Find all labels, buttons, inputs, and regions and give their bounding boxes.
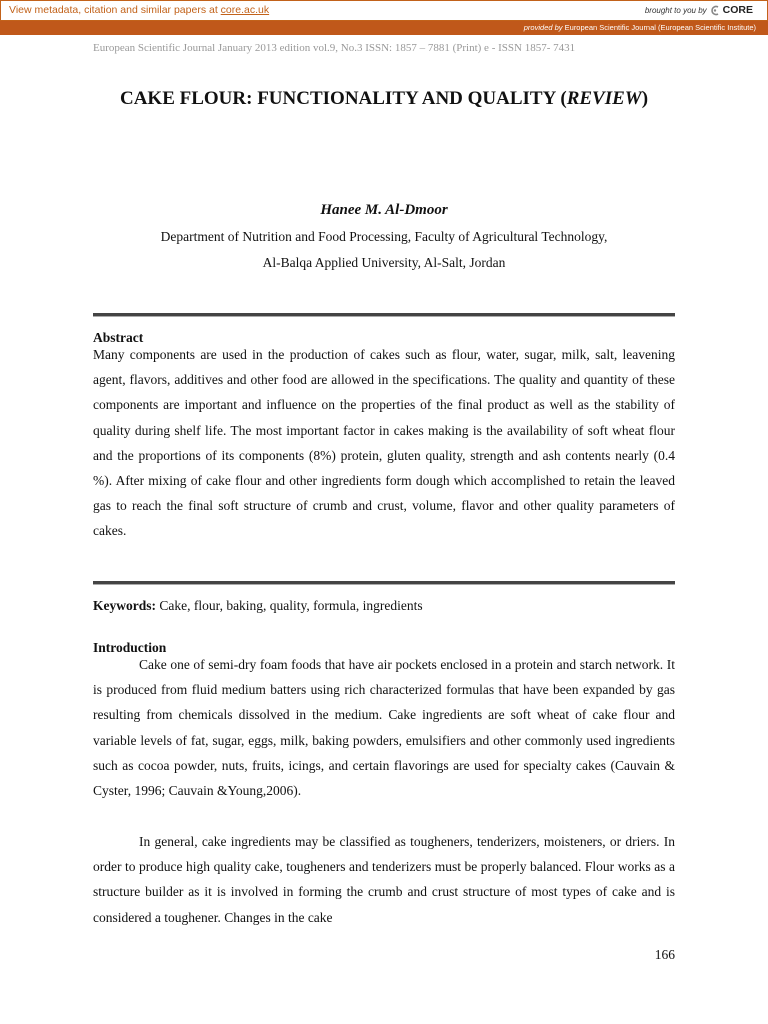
core-logo-icon [710,5,720,16]
core-view-text: View metadata, citation and similar papers at [9,4,218,16]
author-name: Hanee M. Al-Dmoor [320,202,448,218]
provided-by-text [524,23,756,32]
core-banner [0,0,768,21]
paper-title [0,88,768,110]
journal-header: European Scientific Journal January 2013 edition vol.9, No.3 ISSN: 1857 – 7881 (Print) e - ISSN 1857- 7431 [93,42,576,54]
title-main: CAKE FLOUR: FUNCTIONALITY AND QUALITY ( [119,88,567,109]
introduction-paragraph-1: Cake one of semi-dry foam foods that have air pockets enclosed in a protein and starch network. It is produced from fluid medium batters using rich characterized formulas that have been expanded by gas resulting from chemicals dissolved in the medium. Cake ingredients are soft wheat of cake flour and variable levels of fat, sugar, eggs, milk, baking powders, emulsifiers and other commonly used ingredients such as cocoa powder, nuts, fruits, icings, and certain flavorings are used for specialty cakes (Cauvain & Cyster, 1996; Cauvain &Young,2006). [93,657,675,799]
introduction-heading: Introduction [93,640,167,655]
abstract-text: Many components are used in the production of cakes such as flour, water, sugar, milk, salt, leavening agent, flavors, additives and other food are allowed in the specifications. The quality and quantity of these components are important and influence on the properties of the final product as well as the stability of quality during shelf life. The most important factor in cakes making is the availability of soft wheat flour and the proportions of its components (8%) protein, gluten quality, strength and ash contents nearly (0.4 %). After mixing of cake flour and other ingredients form dough which accomplished to retain the leaved gas to reach the final soft structure of crumb and crust, volume, flavor and other quality parameters of cakes. [93,347,675,539]
provided-by-label: provided by [523,23,563,32]
title-italic: REVIEW [566,88,642,109]
abstract-heading: Abstract [93,330,144,345]
divider-bottom [93,581,675,585]
provided-by-bar [0,21,768,35]
core-link[interactable]: core.ac.uk [220,4,270,16]
affiliation-line-1: Department of Nutrition and Food Processing, Faculty of Agricultural Technology, [160,229,608,244]
core-logo-text: CORE [722,4,753,16]
divider-top [93,313,675,317]
provided-source: European Scientific Journal (European Scientific Institute) [564,23,756,32]
keywords [93,598,423,614]
brought-to-you-text: brought to you by [644,5,707,15]
keywords-text: Cake, flour, baking, quality, formula, ingredients [156,598,423,613]
title-end: ) [641,88,649,109]
page-number: 166 [654,947,675,962]
core-metadata-link-area [9,4,269,16]
introduction-paragraph-2: In general, cake ingredients may be classified as tougheners, tenderizers, moisteners, or driers. In order to produce high quality cake, tougheners and tenderizers must be properly balanced. Flour works as a structure builder as it is involved in forming the crumb and crust structure of most types of cake and is considered a toughener. Changes in the cake [93,834,675,925]
affiliation-line-2: Al-Balqa Applied University, Al-Salt, Jordan [262,255,506,270]
keywords-label: Keywords: [93,598,156,613]
core-brand[interactable] [645,4,753,16]
